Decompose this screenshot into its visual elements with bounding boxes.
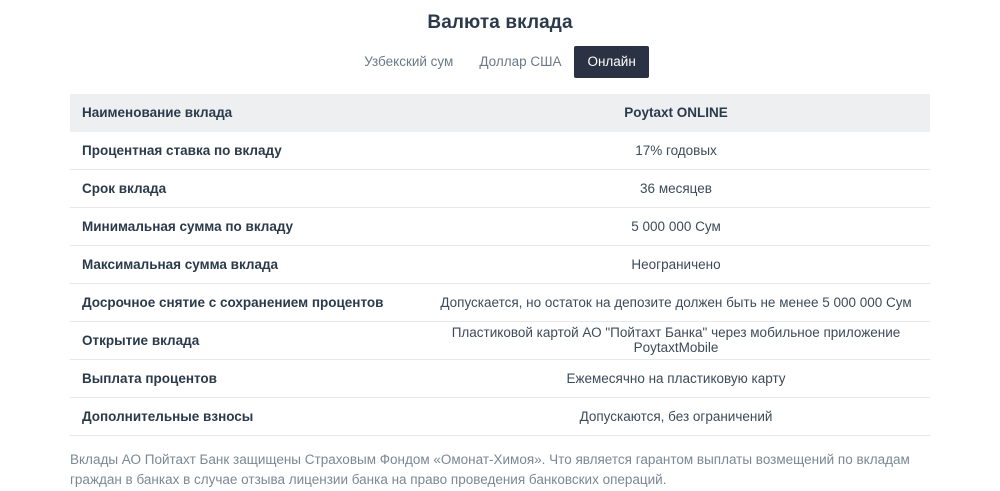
row-value: 17% годовых	[432, 132, 930, 170]
table-row	[70, 321, 930, 359]
deposit-insurance-note: Вклады АО Пойтахт Банк защищены Страховым Фондом «Омонат-Химоя». Что является гарантом выплаты возмещений по вкладам граждан в банках в случае отзыва лицензии банка на право проведения банковских операций.	[70, 451, 910, 488]
row-label: Срок вклада	[70, 169, 432, 207]
row-label: Досрочное снятие с сохранением процентов	[70, 283, 432, 321]
tab-uzbek-sum[interactable]: Узбекский сум	[351, 46, 466, 78]
table-row	[70, 132, 930, 170]
deposit-terms-table	[70, 94, 930, 436]
row-value: 36 месяцев	[432, 169, 930, 207]
currency-tabs	[0, 46, 1000, 78]
row-value: Допускается, но остаток на депозите должен быть не менее 5 000 000 Сум	[432, 283, 930, 321]
table-row	[70, 283, 930, 321]
row-value: 5 000 000 Сум	[432, 207, 930, 245]
table-header-row	[70, 94, 930, 132]
row-label: Дополнительные взносы	[70, 397, 432, 435]
page-title: Валюта вклада	[427, 12, 573, 33]
row-label: Минимальная сумма по вкладу	[70, 207, 432, 245]
row-label: Выплата процентов	[70, 359, 432, 397]
table-row	[70, 397, 930, 435]
row-value: Ежемесячно на пластиковую карту	[432, 359, 930, 397]
tab-usd[interactable]: Доллар США	[466, 46, 574, 78]
row-value: Неограничено	[432, 245, 930, 283]
tab-online[interactable]: Онлайн	[574, 46, 648, 78]
row-label: Максимальная сумма вклада	[70, 245, 432, 283]
table-row	[70, 207, 930, 245]
deposit-terms-page	[0, 12, 1000, 491]
table-row	[70, 245, 930, 283]
row-value: Пластиковой картой АО "Пойтахт Банка" через мобильное приложение PoytaxtMobile	[432, 321, 930, 359]
table-row	[70, 359, 930, 397]
table-row	[70, 169, 930, 207]
row-value: Допускаются, без ограничений	[432, 397, 930, 435]
row-label: Процентная ставка по вкладу	[70, 132, 432, 170]
table-header-name: Наименование вклада	[82, 105, 233, 121]
row-label: Открытие вклада	[70, 321, 432, 359]
table-header-value: Poytaxt ONLINE	[624, 105, 728, 121]
